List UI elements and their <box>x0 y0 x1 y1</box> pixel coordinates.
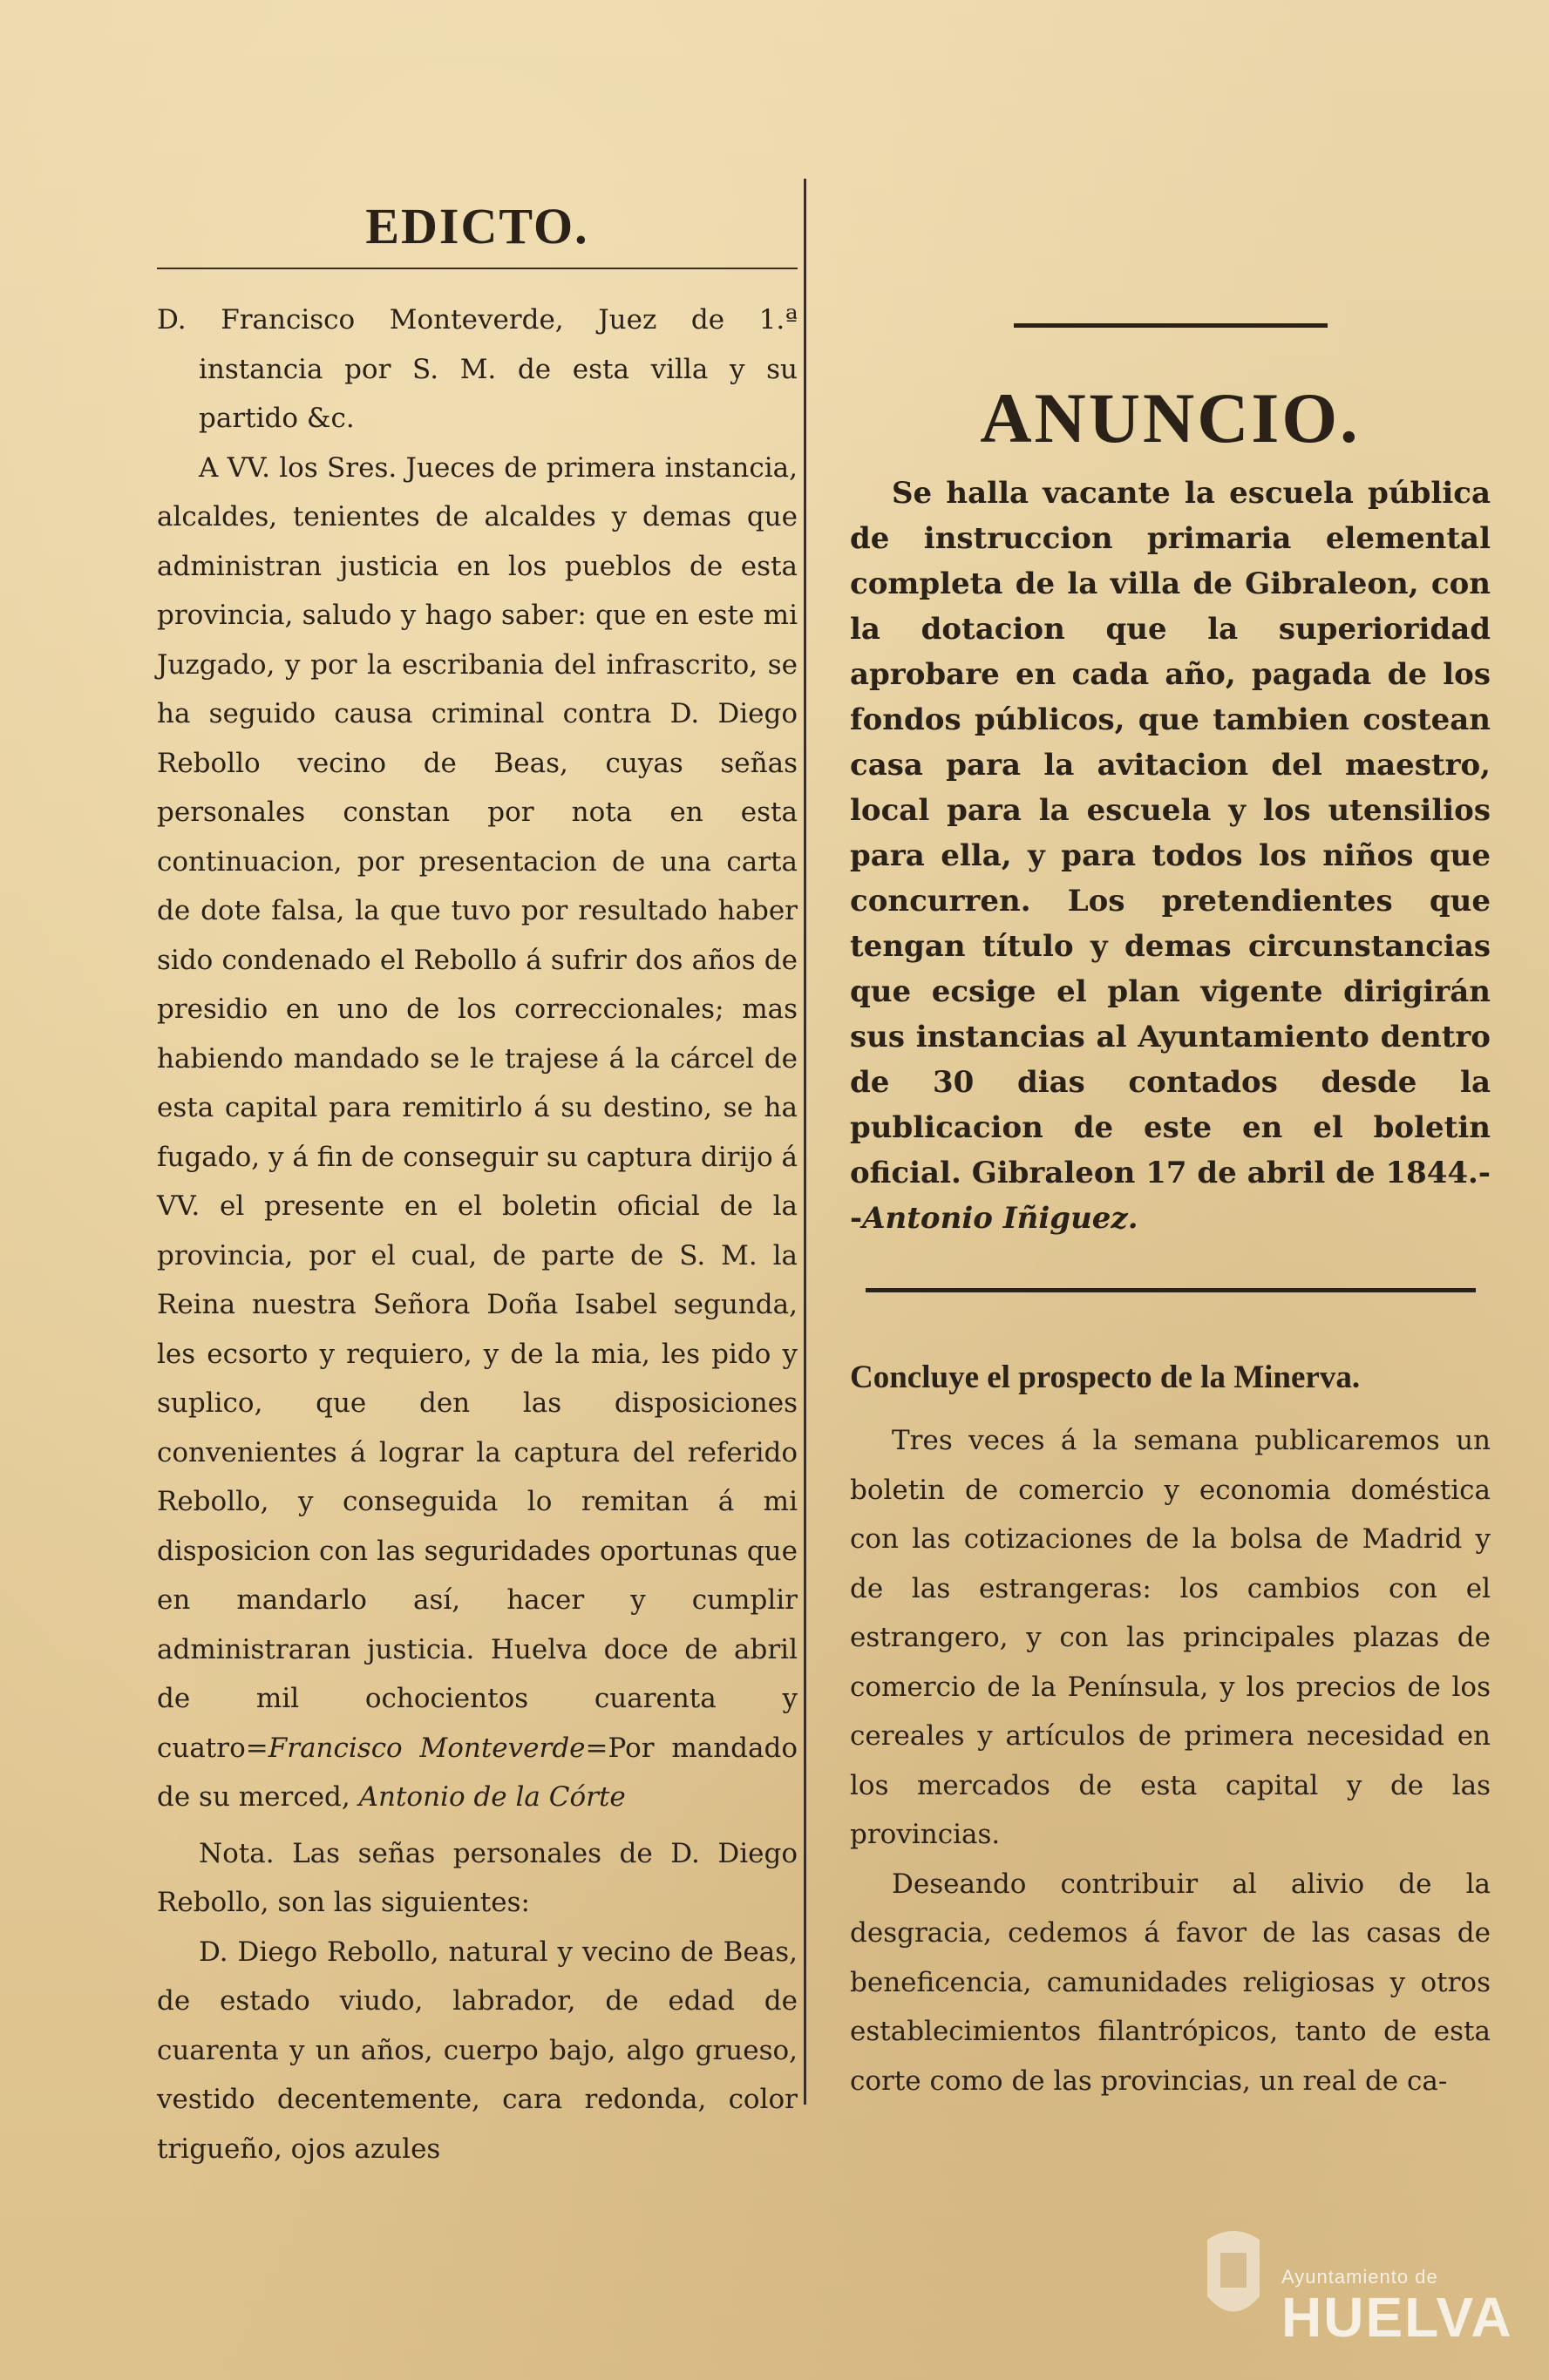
edicto-body <box>157 444 798 1822</box>
anuncio-top-rule <box>1014 323 1328 328</box>
right-column <box>850 179 1491 2105</box>
edicto-signature-clerk: Antonio de la Córte <box>358 1781 626 1813</box>
edicto-nota: Nota. Las señas personales de D. Diego Rebollo, son las siguientes: <box>157 1837 798 1918</box>
edicto-signature-judge: Francisco Monteverde <box>268 1732 586 1764</box>
edicto-rule <box>157 268 798 269</box>
anuncio-title: ANUNCIO. <box>980 378 1361 458</box>
edicto-title: EDICTO. <box>365 198 589 254</box>
prospecto-title: Concluye el prospecto de la Minerva. <box>850 1360 1361 1395</box>
prospecto-paragraph-2: Deseando contribuir al alivio de la desgracia, cedemos á favor de las casas de beneficencia, camunidades religiosas y otros establecimientos filantrópicos, tanto de esta corte como de las provincias, un real de ca- <box>850 1868 1491 2097</box>
anuncio-signature: Antonio Iñiguez. <box>862 1201 1138 1236</box>
prospecto-top-rule <box>866 1288 1476 1292</box>
edicto-opening: D. Francisco Monteverde, Juez de 1.ª instancia por S. M. de esta villa y su partido &c. <box>157 304 798 434</box>
archive-label-line-2: HUELVA <box>1281 2286 1513 2349</box>
spacer-continued-text <box>850 179 1491 281</box>
edicto-signature-mid: =Por mandado de su merced, <box>157 1732 798 1813</box>
prospecto-paragraph-1: Tres veces á la semana publicaremos un boletin de comercio y economia doméstica con las cotizaciones de la bolsa de Madrid y de las estrangeras: los cambios con el estrangero, y con las principales plazas de comercio de la Península, y los precios de los cereales y artículos de primera necesidad en los mercados de esta capital y de las provincias. <box>850 1425 1491 1850</box>
anuncio-body <box>850 471 1491 1241</box>
edicto-description: D. Diego Rebollo, natural y vecino de Beas, de estado viudo, labrador, de edad de cuarenta y un años, cuerpo bajo, algo grueso, vestido decentemente, cara redonda, color trigueño, ojos azules <box>157 1936 798 2165</box>
left-column <box>157 179 798 2173</box>
anuncio-body-text: Se halla vacante la escuela pública de instruccion primaria elemental completa de la villa de Gibraleon, con la dotacion que la superioridad aprobare en cada año, pagada de los fondos públicos, que tambien costean casa para la avitacion del maestro, local para la escuela y los utensilios para ella, y para todos los niños que concurren. Los pretendientes que tengan título y demas circunstancias que ecsige el plan vigente dirigirán sus instancias al Ayuntamiento dentro de 30 dias contados desde la publicacion de este en el boletin oficial. Gibraleon 17 de abril de 1844.-- <box>850 476 1491 1236</box>
edicto-body-text: A VV. los Sres. Jueces de primera instancia, alcaldes, tenientes de alcaldes y demas que administran justicia en los pueblos de esta provincia, saludo y hago saber: que en este mi Juzgado, y por la escribania del infrascrito, se ha seguido causa criminal contra D. Diego Rebollo vecino de Beas, cuyas señas personales constan por nota en esta continuacion, por presentacion de una carta de dote falsa, la que tuvo por resultado haber sido condenado el Rebollo á sufrir dos años de presidio en uno de los correccionales; mas habiendo mandado se le trajese á la cárcel de esta capital para remitirlo á su destino, se ha fugado, y á fin de conseguir su captura dirijo á VV. el presente en el boletin oficial de la provincia, por el cual, de parte de S. M. la Reina nuestra Señora Doña Isabel segunda, les ecsorto y requiero, y de la mia, les pido y suplico, que den las disposiciones convenientes á lograr la captura del referido Rebollo, y conseguida lo remitan á mi disposicion con las seguridades oportunas que en mandarlo así, hacer y cumplir administraran justicia. Huelva doce de abril de mil ochocientos cuarenta y cuatro= <box>157 451 798 1764</box>
column-divider <box>804 179 806 2105</box>
archive-label-line-1: Ayuntamiento de <box>1281 2266 1438 2288</box>
